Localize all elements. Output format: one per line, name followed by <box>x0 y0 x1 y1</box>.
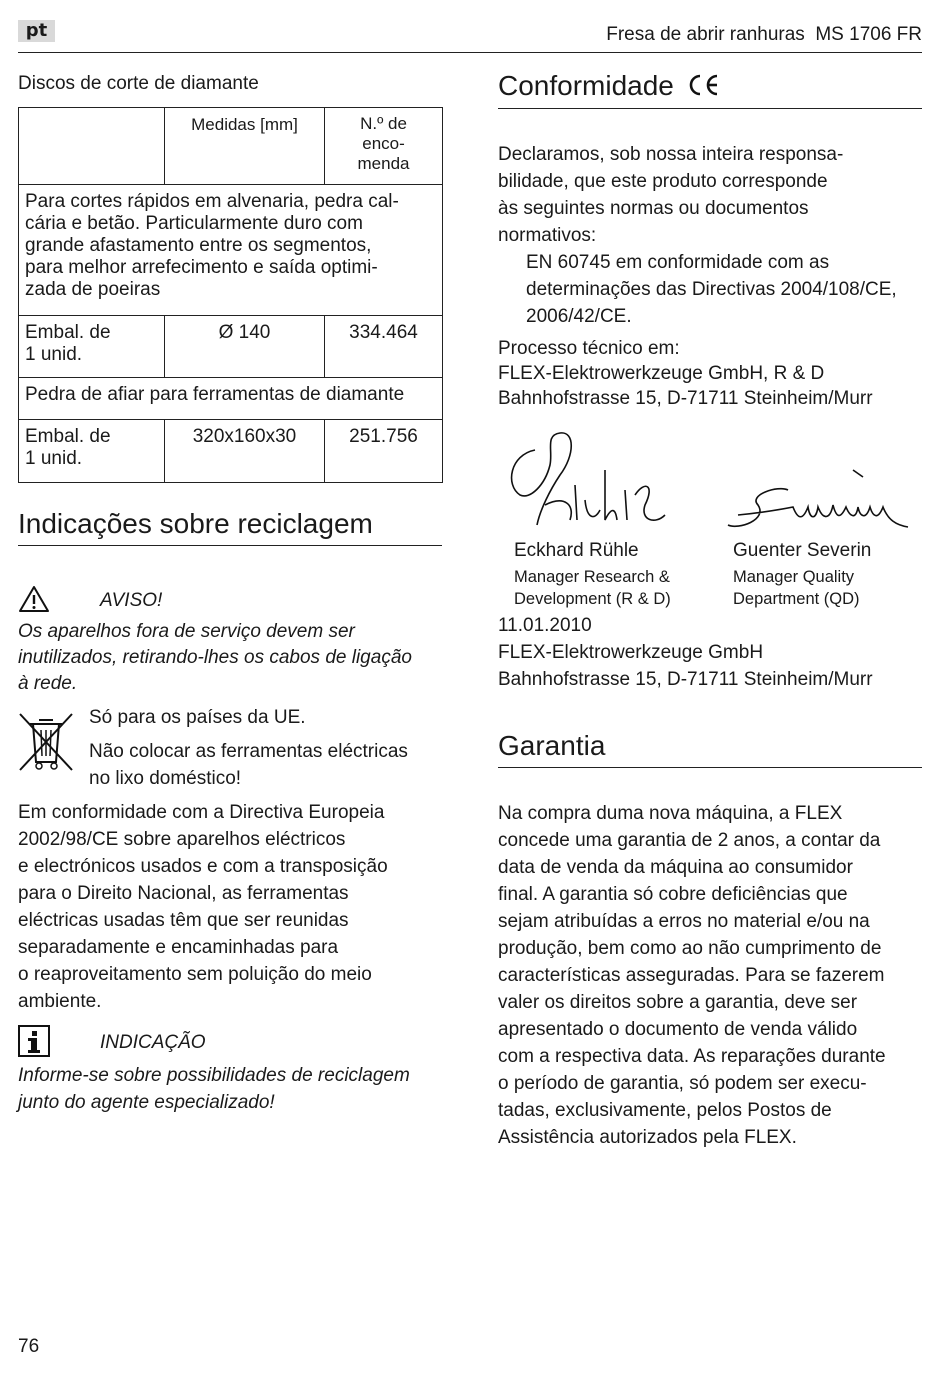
table-header-measures: Medidas [mm] <box>165 108 325 185</box>
language-badge: pt <box>18 20 55 42</box>
table-row <box>19 420 443 483</box>
header-divider <box>18 52 922 53</box>
table-header-row <box>19 108 443 185</box>
conformity-heading-rule <box>498 108 922 109</box>
warning-icon <box>18 585 50 613</box>
measure-cell: 320x160x30 <box>165 420 325 483</box>
note-label: INDICAÇÃO <box>100 1032 206 1053</box>
table-header-empty <box>19 108 165 185</box>
warning-text: Os aparelhos fora de serviço devem ser inutilizados, retirando-lhes os cabos de ligação à rede. <box>18 621 412 694</box>
signer1-role: Manager Research & Development (R & D) <box>514 568 671 608</box>
measure-cell: Ø 140 <box>165 316 325 378</box>
diamond-discs-table <box>18 107 443 483</box>
conformity-heading: Conformidade <box>498 70 720 102</box>
warranty-paragraph: Na compra duma nova máquina, a FLEX concede uma garantia de 2 anos, a contar da data de venda da máquina ao consumidor final. A garantia só cobre deficiências que sejam atribuídas a erros no material e/ou na produção, bem como ao não cumprimento de características asseguradas. Para se fazerem valer os direitos sobre a garantia, deve ser apresentado o documento de venda válido com a respectiva data. As reparações durante o período de garantia, só podem ser execu- tadas, exclusivamente, pelos Postos de Assistência autorizados pela FLEX. <box>498 803 886 1148</box>
declaration-paragraph: Declaramos, sob nossa inteira responsa- bilidade, que este produto corresponde às seguintes normas ou documentos normativos: <box>498 144 844 246</box>
no-household-waste-note: Não colocar as ferramentas eléctricas no lixo doméstico! <box>89 741 408 789</box>
table-header-order-number: N.º de enco- menda <box>325 108 443 185</box>
signer2-name: Guenter Severin <box>733 540 872 561</box>
signer2-role: Manager Quality Department (QD) <box>733 568 860 608</box>
product-description: Pedra de afiar para ferramentas de diamante <box>19 378 443 420</box>
table-row <box>19 316 443 378</box>
company-address: FLEX-Elektrowerkzeuge GmbH Bahnhofstrasse 15, D-71711 Steinheim/Murr <box>498 642 873 690</box>
warning-label: AVISO! <box>100 590 163 611</box>
warranty-heading-rule <box>498 767 922 768</box>
product-description: Para cortes rápidos em alvenaria, pedra cal- cária e betão. Particularmente duro com grande afastamento entre os segmentos, para melhor arrefecimento e saída optimi- zada de poeiras <box>19 185 443 316</box>
recycling-heading-rule <box>18 545 442 546</box>
eu-only-note: Só para os países da UE. <box>89 707 306 728</box>
declaration-date: 11.01.2010 <box>498 615 592 636</box>
package-cell: Embal. de 1 unid. <box>19 316 165 378</box>
table-title: Discos de corte de diamante <box>18 73 259 94</box>
signature-ruehle <box>505 425 680 535</box>
ce-mark <box>686 73 720 97</box>
recycling-heading: Indicações sobre reciclagem <box>18 508 373 539</box>
standards-list: EN 60745 em conformidade com as determinações das Directivas 2004/108/CE, 2006/42/CE. <box>526 252 897 327</box>
package-cell: Embal. de 1 unid. <box>19 420 165 483</box>
signature-severin <box>718 465 913 535</box>
signer1-name: Eckhard Rühle <box>514 540 639 561</box>
table-row <box>19 378 443 420</box>
warranty-heading: Garantia <box>498 730 606 761</box>
note-text: Informe-se sobre possibilidades de reciclagem junto do agente especializado! <box>18 1065 410 1113</box>
document-title: Fresa de abrir ranhuras MS 1706 FR <box>606 24 922 45</box>
info-icon <box>18 1025 50 1057</box>
page-number: 76 <box>18 1336 40 1357</box>
crossed-bin-icon <box>17 710 75 772</box>
order-number-cell: 251.756 <box>325 420 443 483</box>
technical-file: Processo técnico em: FLEX-Elektrowerkzeuge GmbH, R & D Bahnhofstrasse 15, D-71711 Steinheim/Murr <box>498 338 873 409</box>
order-number-cell: 334.464 <box>325 316 443 378</box>
table-row <box>19 185 443 316</box>
directive-paragraph: Em conformidade com a Directiva Europeia 2002/98/CE sobre aparelhos eléctricos e electrónicos usados e com a transposição para o Direito Nacional, as ferramentas eléctricas usadas têm que ser reunidas separadamente e encaminhadas para o reaproveitamento sem poluição do meio ambiente. <box>18 802 388 1012</box>
